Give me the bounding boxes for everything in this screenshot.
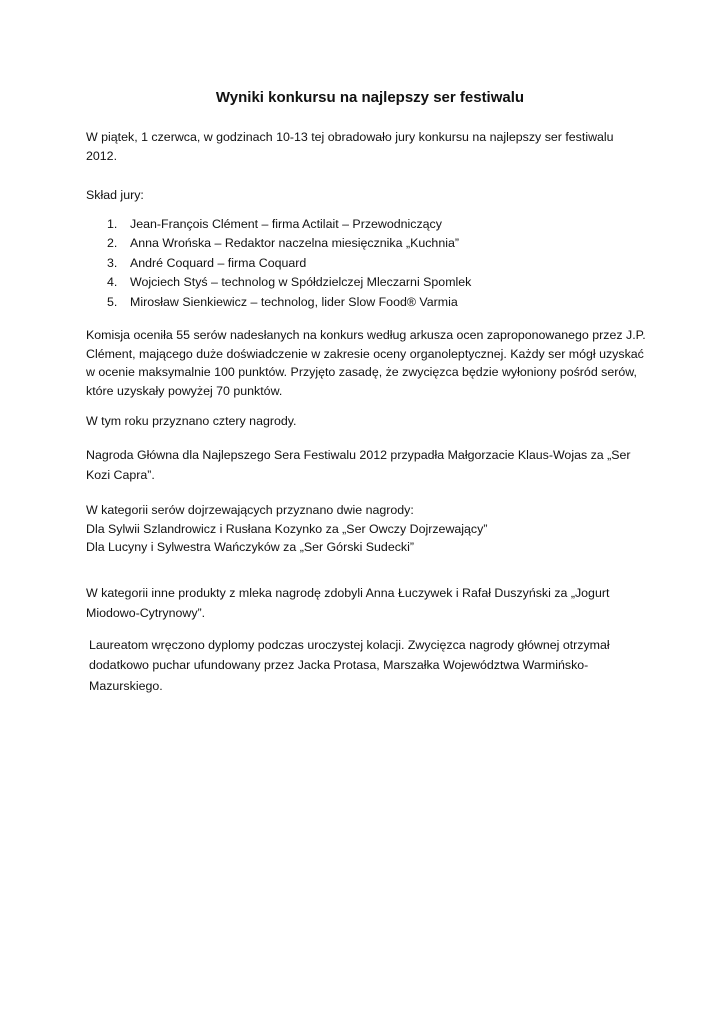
jury-member: Anna Wrońska – Redaktor naczelna miesięcznika „Kuchnia”: [130, 236, 459, 251]
list-number: 3.: [107, 255, 118, 270]
commission-paragraph: Komisja oceniła 55 serów nadesłanych na konkurs według arkusza ocen zaproponowanego przez J.P. Clément, mającego duże doświadczenie w zakresie oceny organoleptycznej. Każdy ser mógł uzyskać w ocenie maksymalnie 100 punktów. Przyjęto zasadę, że zwycięzca będzie wyłoniony pośród serów, które uzyskały powyżej 70 punktów.: [86, 328, 646, 398]
jury-member: André Coquard – firma Coquard: [130, 255, 307, 270]
jury-list-item: [86, 234, 646, 253]
jury-list-item: [86, 254, 646, 273]
intro-paragraph: W piątek, 1 czerwca, w godzinach 10-13 tej obradowało jury konkursu na najlepszy ser festiwalu 2012.: [86, 130, 614, 163]
jury-member: Wojciech Styś – technolog w Spółdzielczej Mleczarni Spomlek: [130, 275, 472, 290]
ripening-award-1: Dla Sylwii Szlandrowicz i Rusłana Kozynko za „Ser Owczy Dojrzewający”: [86, 521, 488, 536]
other-products-paragraph: W kategorii inne produkty z mleka nagrodę zdobyli Anna Łuczywek i Rafał Duszyński za „Jogurt Miodowo-Cytrynowy”.: [86, 585, 610, 620]
list-number: 2.: [107, 236, 118, 251]
jury-member: Jean-François Clément – firma Actilait – Przewodniczący: [130, 217, 442, 231]
document-body: [86, 88, 646, 708]
list-number: 5.: [107, 294, 118, 309]
closing-paragraph: Laureatom wręczono dyplomy podczas uroczystej kolacji. Zwycięzca nagrody głównej otrzymał dodatkowo puchar ufundowany przez Jacka Protasa, Marszałka Województwa Warmińsko-Mazurskiego.: [89, 637, 610, 693]
jury-list-item: [86, 215, 646, 234]
ripening-heading: W kategorii serów dojrzewających przyznano dwie nagrody:: [86, 503, 414, 518]
document-title: Wyniki konkursu na najlepszy ser festiwalu: [215, 89, 525, 106]
list-number: 1.: [107, 217, 118, 231]
ripening-awards: [86, 501, 646, 557]
jury-heading: Skład jury:: [86, 188, 144, 202]
jury-list-item: [86, 293, 646, 312]
jury-member: Mirosław Sienkiewicz – technolog, lider Slow Food® Varmia: [130, 294, 458, 309]
main-award-paragraph: Nagroda Główna dla Najlepszego Sera Festiwalu 2012 przypadła Małgorzacie Klaus-Wojas za „Ser Kozi Capra”.: [86, 448, 631, 483]
ripening-award-2: Dla Lucyny i Sylwestra Wańczyków za „Ser Górski Sudecki”: [86, 540, 414, 555]
jury-list-item: [86, 273, 646, 292]
jury-list: [86, 215, 646, 312]
awards-count-paragraph: W tym roku przyznano cztery nagrody.: [86, 414, 297, 429]
list-number: 4.: [107, 275, 118, 290]
